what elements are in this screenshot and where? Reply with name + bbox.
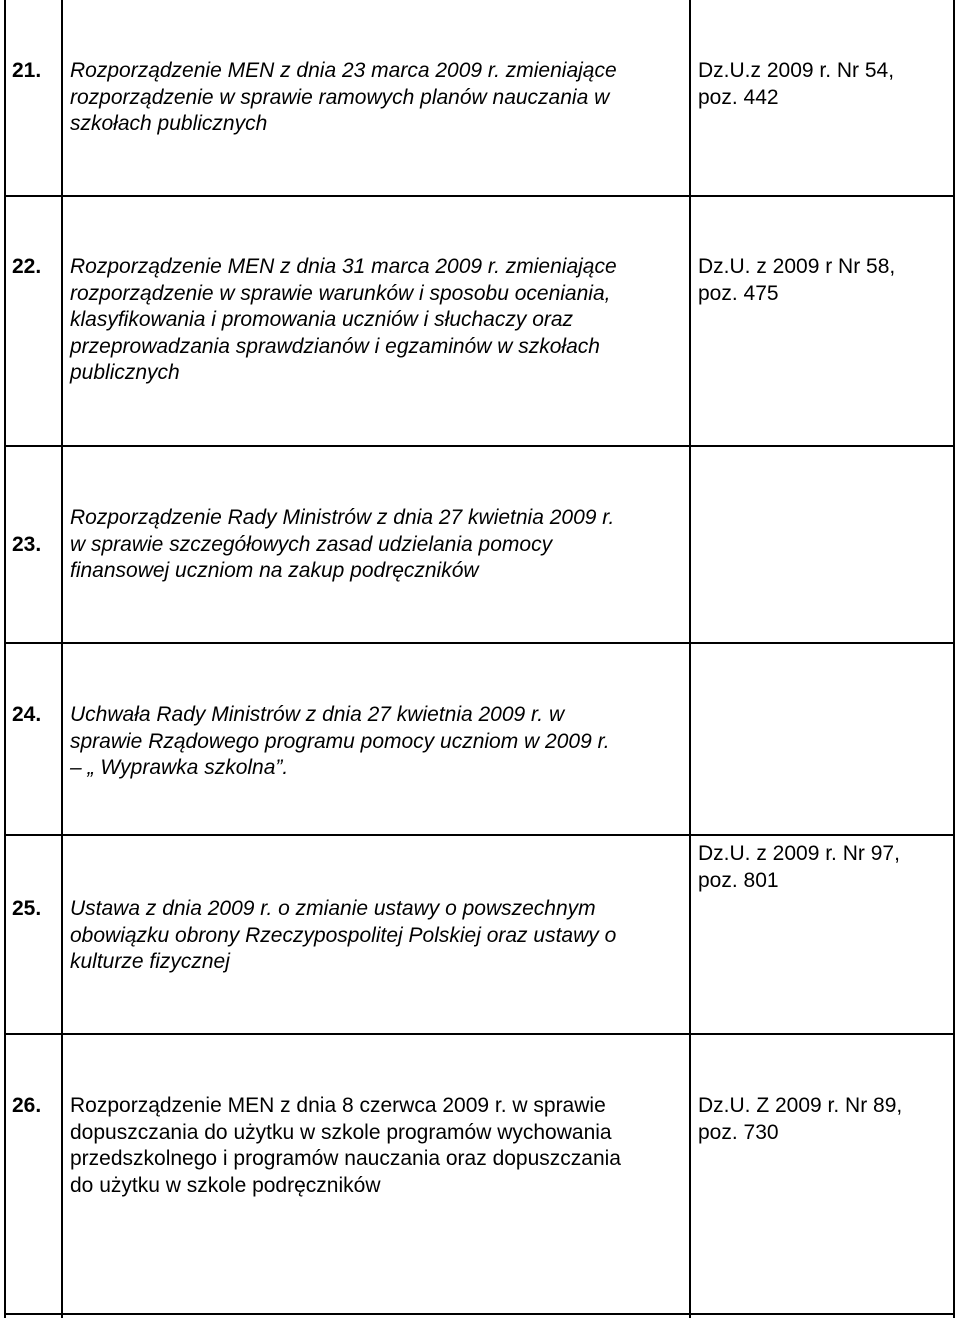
act-description: Rozporządzenie MEN z dnia 8 czerwca 2009 r. w sprawie dopuszczania do użytku w szkole programów wychowania przedszkolnego i programów nauczania oraz dopuszczania do użytku w szkole podręczników (70, 1094, 621, 1197)
act-description: Uchwała Rady Ministrów z dnia 27 kwietnia 2009 r. w sprawie Rządowego programu pomocy uczniom w 2009 r. – „ Wyprawka szkolna”. (70, 703, 610, 779)
act-description: Rozporządzenie Rady Ministrów z dnia 27 kwietnia 2009 r. w sprawie szczegółowych zasad udzielania pomocy finansowej uczniom na zakup podręczników (70, 506, 615, 582)
journal-reference: Dz.U. z 2009 r Nr 58, poz. 475 (698, 255, 896, 305)
row-divider (4, 834, 955, 836)
row-divider (4, 195, 955, 197)
row-number: 23. (12, 533, 42, 556)
table-border-right (953, 0, 955, 1318)
act-description: Ustawa z dnia 2009 r. o zmianie ustawy o powszechnym obowiązku obrony Rzeczypospolitej Polskiej oraz ustawy o kulturze fizycznej (70, 897, 617, 973)
row-divider (4, 445, 955, 447)
row-number: 26. (12, 1094, 42, 1117)
journal-reference: Dz.U.z 2009 r. Nr 54, poz. 442 (698, 59, 895, 109)
row-number: 21. (12, 59, 42, 82)
journal-reference: Dz.U. z 2009 r. Nr 97, poz. 801 (698, 842, 900, 892)
journal-reference: Dz.U. Z 2009 r. Nr 89, poz. 730 (698, 1094, 903, 1144)
row-divider (4, 1313, 955, 1315)
row-number: 25. (12, 897, 42, 920)
table-border-left (4, 0, 6, 1318)
column-divider-number (61, 0, 63, 1318)
row-number: 24. (12, 703, 42, 726)
act-description: Rozporządzenie MEN z dnia 31 marca 2009 r. zmieniające rozporządzenie w sprawie warunków i sposobu oceniania, klasyfikowania i promowania uczniów i słuchaczy oraz przeprowadzania sprawdzianów i egzaminów w szkołach publicznych (70, 255, 617, 384)
row-divider (4, 1033, 955, 1035)
column-divider-reference (689, 0, 691, 1318)
act-description: Rozporządzenie MEN z dnia 23 marca 2009 r. zmieniające rozporządzenie w sprawie ramowych planów nauczania w szkołach publicznych (70, 59, 617, 135)
row-number: 22. (12, 255, 42, 278)
row-divider (4, 642, 955, 644)
